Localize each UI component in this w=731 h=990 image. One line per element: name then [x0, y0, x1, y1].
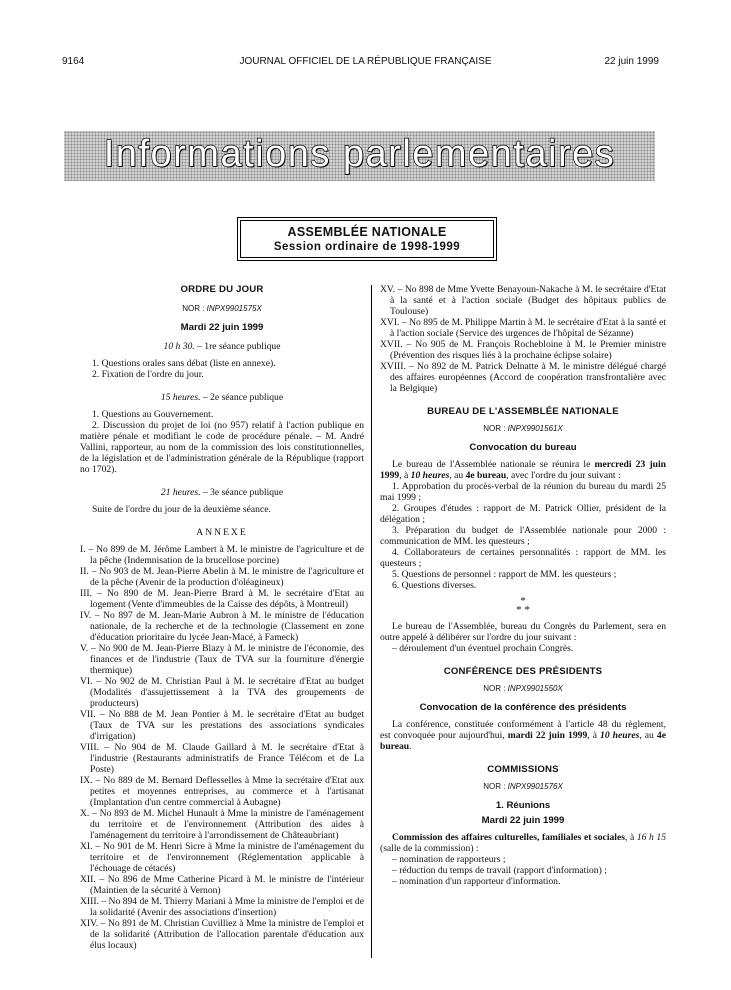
annexe-item: III. – No 890 de M. Jean-Pierre Brard à M. le secrétaire d'Etat au logement (Vente d'immeubles de la Caisse des dépôts, à Montreuil) — [80, 588, 364, 610]
commission-item: – réduction du temps de travail (rapport d'information) ; — [392, 865, 607, 876]
annexe-item: XVII. – No 905 de M. François Rochebloine à M. le Premier ministre (Prévention des risques liés à la prochaine éclipse solaire) — [380, 339, 666, 361]
annexe-item: XVI. – No 895 de M. Philippe Martin à M. le secrétaire d'Etat à la santé et à l'action sociale (Service des urgences de l'hôpital de Sézanne) — [380, 317, 666, 339]
conference-convocation-title: Convocation de la conférence des présidents — [419, 702, 627, 713]
convocation-item: 5. Questions de personnel : rapport de MM. les questeurs ; — [392, 569, 617, 580]
annexe-item: V. – No 900 de M. Jean-Pierre Blazy à M. le ministre de l'économie, des finances et de l'industrie (Taux de TVA sur la fourniture d'énergie thermique) — [80, 643, 364, 676]
commission-text: Commission des affaires culturelles, familiales et sociales, à 16 h 15 (salle de la commission) : — [380, 832, 666, 854]
session-name: Session ordinaire de 1998-1999 — [273, 241, 461, 253]
issue-date: 22 juin 1999 — [604, 56, 659, 67]
journal-title: JOURNAL OFFICIEL DE LA RÉPUBLIQUE FRANÇAISE — [239, 56, 492, 67]
annexe-title: ANNEXE — [196, 527, 248, 538]
seance-1-time: 10 h 30. — [163, 341, 195, 352]
annexe-item: VII. – No 888 de M. Jean Pontier à M. le secrétaire d'Etat au budget (Taux de TVA sur les prestations des associations syndicales d'irrigation) — [80, 709, 364, 742]
right-column — [380, 284, 666, 887]
congres-item: – déroulement d'un éventuel prochain Congrès. — [392, 643, 574, 654]
seance-1-heading — [80, 341, 364, 352]
ordre-du-jour-title: ORDRE DU JOUR — [180, 284, 264, 295]
nor-code: INPX9901561X — [507, 424, 563, 433]
annexe-item: VI. – No 902 de M. Christian Paul à M. le secrétaire d'Etat au budget (Modalités d'assujettissement à la TVA des groupements de producteurs) — [80, 676, 364, 709]
commission-item: – nomination d'un rapporteur d'information. — [392, 876, 561, 887]
annexe-item: XI. – No 901 de M. Henri Sicre à Mme la ministre de l'aménagement du territoire et de l'environnement (Réglementation applicable à l'échouage de cétacés) — [80, 841, 364, 874]
convocation-item: 1. Approbation du procès-verbal de la réunion du bureau du mardi 25 mai 1999 ; — [380, 481, 666, 503]
congres-text: Le bureau de l'Assemblée, bureau du Congrès du Parlement, sera en outre appelé à délibérer sur l'ordre du jour suivant : — [380, 621, 666, 643]
conference-text: La conférence, constituée conformément à l'article 48 du règlement, est convoquée pour aujourd'hui, mardi 22 juin 1999, à 10 heures, au 4e bureau. — [380, 719, 666, 752]
banner-title: Informations parlementaires — [103, 133, 616, 175]
left-column — [80, 284, 364, 951]
nor-reference — [80, 303, 364, 314]
seance-3-time: 21 heures. — [160, 487, 201, 498]
section-banner — [64, 131, 655, 181]
seance-3-heading — [80, 487, 364, 498]
convocation-item: 4. Collaborateurs de certaines personnalités : rapport de MM. les questeurs ; — [380, 547, 666, 569]
annexe-item: IV. – No 897 de M. Jean-Marie Aubron à M. le ministre de l'éducation nationale, de la recherche et de la technologie (Classement en zone d'éducation prioritaire du lycée Jean-Macé, à Fameck) — [80, 610, 364, 643]
conference-title: CONFÉRENCE DES PRÉSIDENTS — [443, 666, 603, 677]
nor-code: INPX9901575X — [206, 304, 262, 313]
annexe-item: II. – No 903 de M. Jean-Pierre Abelin à M. le ministre de l'agriculture et de la pêche (Avenir de la production d'oléagineux) — [80, 566, 364, 588]
convocation-item: 6. Questions diverses. — [392, 580, 477, 591]
annexe-item: XIII. – No 894 de M. Thierry Mariani à Mme la ministre de l'emploi et de la solidarité (Avenir des associations d'insertion) — [80, 896, 364, 918]
reunions-title: 1. Réunions — [495, 800, 551, 811]
assembly-box — [240, 220, 494, 258]
seance-1-item: 2. Fixation de l'ordre du jour. — [92, 369, 204, 380]
seance-3-label: – 3e séance publique — [200, 487, 284, 498]
commissions-title: COMMISSIONS — [487, 764, 559, 775]
nor-label: NOR : — [483, 684, 506, 693]
nor-code: INPX9901576X — [507, 782, 563, 791]
convocation-bureau-title: Convocation du bureau — [469, 442, 577, 453]
seance-3-text: Suite de l'ordre du jour de la deuxième séance. — [92, 504, 271, 515]
nor-label: NOR : — [182, 304, 205, 313]
bureau-title: BUREAU DE L'ASSEMBLÉE NATIONALE — [427, 406, 619, 417]
page-number: 9164 — [62, 56, 85, 67]
nor-code: INPX9901550X — [507, 684, 563, 693]
seance-1-label: – 1re séance publique — [194, 341, 281, 352]
convocation-item: 3. Préparation du budget de l'Assemblée nationale pour 2000 : communication de MM. les questeurs ; — [380, 525, 666, 547]
day-heading: Mardi 22 juin 1999 — [180, 322, 264, 333]
annexe-item: IX. – No 889 de M. Bernard Deflesselles à Mme la secrétaire d'Etat aux petites et moyennes entreprises, au commerce et à l'artisanat (Implantation d'un centre commercial à Aubagne) — [80, 775, 364, 808]
annexe-item: XII. – No 896 de Mme Catherine Picard à M. le ministre de l'intérieur (Maintien de la sécurité à Vernon) — [80, 874, 364, 896]
assembly-name: ASSEMBLÉE NATIONALE — [287, 225, 447, 239]
annexe-item: XVIII. – No 892 de M. Patrick Delnatte à M. le ministre délégué chargé des affaires européennes (Accord de coopération transfrontalière avec la Belgique) — [380, 361, 666, 394]
commission-item: – nomination de rapporteurs ; — [392, 854, 506, 865]
seance-2-heading — [80, 392, 364, 403]
separator-stars: * * * — [516, 595, 530, 616]
commissions-nor — [380, 781, 666, 792]
conference-nor — [380, 683, 666, 694]
convocation-text: Le bureau de l'Assemblée nationale se réunira le mercredi 23 juin 1999, à 10 heures, au 4e bureau, avec l'ordre du jour suivant : — [380, 459, 666, 481]
nor-label: NOR : — [483, 424, 506, 433]
seance-2-item: 2. Discussion du projet de loi (no 957) relatif à l'action publique en matière pénale et modifiant le code de procédure pénale. – M. André Vallini, rapporteur, au nom de la commission des lois constitutionnelles, de la législation et de l'administration générale de la République (rapport no 1702). — [80, 420, 364, 475]
reunions-day: Mardi 22 juin 1999 — [481, 815, 565, 826]
bureau-nor — [380, 423, 666, 434]
seance-2-item: 1. Questions au Gouvernement. — [92, 409, 214, 420]
annexe-item: X. – No 893 de M. Michel Hunault à Mme la ministre de l'aménagement du territoire et de l'environnement (Attribution des aides à l'aménagement du territoire à l'arrondissement de Châteaubriant) — [80, 808, 364, 841]
annexe-item: XIV. – No 891 de M. Christian Cuvilliez à Mme la ministre de l'emploi et de la solidarité (Attribution de l'allocation parentale d'éducation aux élus locaux) — [80, 918, 364, 951]
seance-2-time: 15 heures. — [160, 392, 201, 403]
annexe-item: XV. – No 898 de Mme Yvette Benayoun-Nakache à M. le secrétaire d'Etat à la santé et à l'action sociale (Budget des hôpitaux publics de Toulouse) — [380, 284, 666, 317]
seance-2-label: – 2e séance publique — [200, 392, 284, 403]
seance-1-item: 1. Questions orales sans débat (liste en annexe). — [92, 358, 276, 369]
column-divider — [371, 285, 372, 958]
convocation-item: 2. Groupes d'études : rapport de M. Patrick Ollier, président de la délégation ; — [380, 503, 666, 525]
nor-label: NOR : — [483, 782, 506, 791]
annexe-item: I. – No 899 de M. Jérôme Lambert à M. le ministre de l'agriculture et de la pêche (Indemnisation de la brucellose porcine) — [80, 544, 364, 566]
annexe-item: VIII. – No 904 de M. Claude Gaillard à M. le secrétaire d'Etat à l'industrie (Restaurants administratifs de France Télécom et de La Poste) — [80, 742, 364, 775]
